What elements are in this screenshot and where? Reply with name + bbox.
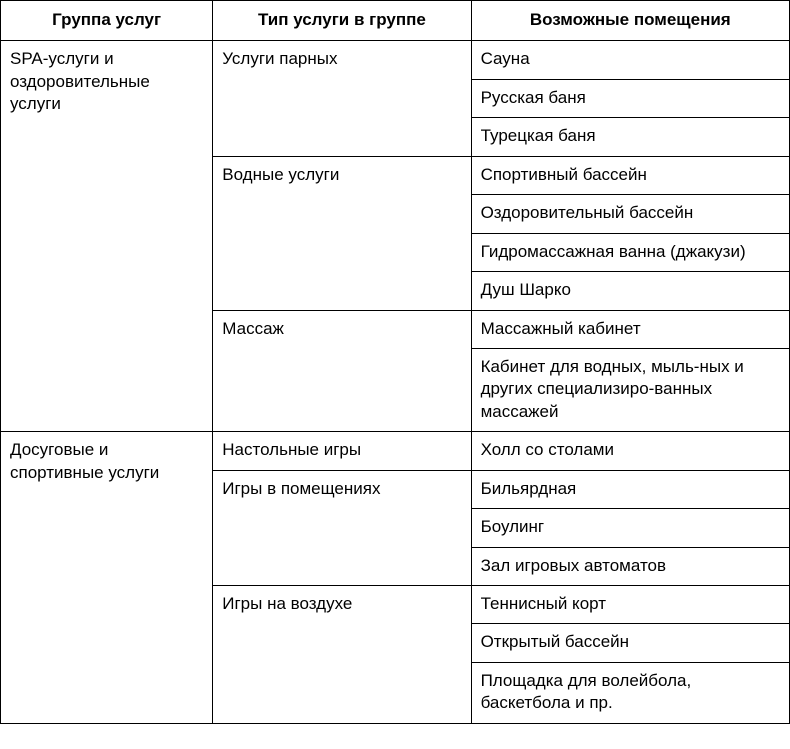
cell-service-type: Услуги парных [213,41,471,156]
table-header [1,1,790,41]
header-cell-type: Тип услуги в группе [213,1,471,41]
cell-room: Теннисный корт [471,586,789,624]
cell-room: Открытый бассейн [471,624,789,662]
cell-room: Площадка для волейбола, баскетбола и пр. [471,662,789,723]
cell-room: Кабинет для водных, мыль-ных и других специализиро-ванных массажей [471,348,789,431]
header-row [1,1,790,41]
cell-service-type: Игры в помещениях [213,470,471,585]
cell-service-type: Массаж [213,310,471,432]
cell-room: Холл со столами [471,432,789,470]
cell-room: Массажный кабинет [471,310,789,348]
cell-room: Спортивный бассейн [471,156,789,194]
cell-room: Зал игровых автоматов [471,547,789,585]
cell-room: Боулинг [471,509,789,547]
cell-service-group: Досуговые и спортивные услуги [1,432,213,724]
table-row [1,432,790,470]
cell-service-type: Водные услуги [213,156,471,310]
cell-room: Турецкая баня [471,118,789,156]
table-body [1,41,790,723]
cell-room: Бильярдная [471,470,789,508]
table-row [1,41,790,79]
header-cell-room: Возможные помещения [471,1,789,41]
cell-room: Оздоровительный бассейн [471,195,789,233]
cell-service-group: SPA-услуги и оздоровительные услуги [1,41,213,432]
cell-room: Сауна [471,41,789,79]
cell-room: Душ Шарко [471,272,789,310]
cell-room: Русская баня [471,79,789,117]
cell-service-type: Настольные игры [213,432,471,470]
cell-room: Гидромассажная ванна (джакузи) [471,233,789,271]
cell-service-type: Игры на воздухе [213,586,471,724]
header-cell-group: Группа услуг [1,1,213,41]
